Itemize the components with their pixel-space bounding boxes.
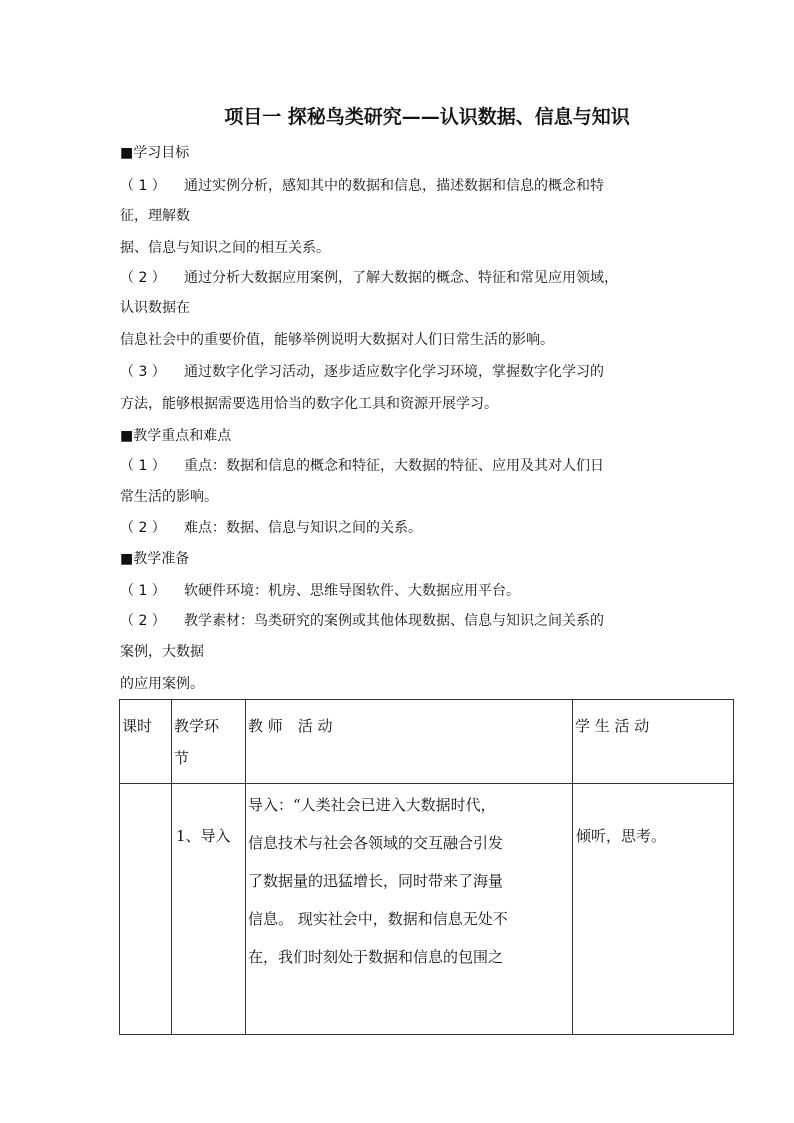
header-period: 课时 bbox=[120, 700, 172, 784]
teacher-activity-line: 在，我们时刻处于数据和信息的包围之 bbox=[248, 948, 504, 966]
document-title: 项目一 探秘鸟类研究——认识数据、信息与知识 bbox=[224, 106, 630, 128]
header-teacher-activity: 教 师 活 动 bbox=[246, 700, 573, 784]
objective-3-line-1: （ 3 ） 通过数字化学习活动，逐步适应数字化学习环境，掌握数字化学习的 bbox=[120, 364, 604, 380]
lesson-plan-table bbox=[119, 699, 734, 1035]
objective-2-number: （ 2 ） bbox=[120, 270, 166, 286]
preparation-2-number: （ 2 ） bbox=[120, 613, 166, 629]
key-point-2-number: （ 2 ） bbox=[120, 520, 166, 536]
preparation-2-line-1: （ 2 ） 教学素材：鸟类研究的案例或其他体现数据、信息与知识之间关系的 bbox=[120, 613, 604, 629]
table-header-row bbox=[120, 700, 734, 784]
teacher-activity-line: 信息技术与社会各领域的交互融合引发 bbox=[248, 834, 504, 852]
objective-1-number: （ 1 ） bbox=[120, 178, 166, 194]
key-point-1-line-2: 常生活的影响。 bbox=[120, 489, 218, 505]
table-row bbox=[120, 784, 734, 1035]
cell-teaching-stage: 1、导入 bbox=[172, 784, 246, 1035]
cell-teacher-activity bbox=[246, 784, 573, 1035]
key-point-1-number: （ 1 ） bbox=[120, 458, 166, 474]
header-teaching-stage: 教学环 节 bbox=[172, 700, 246, 784]
objective-1-line-2: 征，理解数 bbox=[120, 208, 190, 224]
teacher-activity-line: 了数据量的迅猛增长，同时带来了海量 bbox=[248, 872, 504, 890]
key-point-1-line-1: （ 1 ） 重点：数据和信息的概念和特征，大数据的特征、应用及其对人们日 bbox=[120, 458, 604, 474]
preparation-2-line-2: 案例，大数据 bbox=[120, 644, 204, 660]
teacher-activity-line: 导入：“人类社会已进入大数据时代， bbox=[248, 796, 496, 814]
cell-period bbox=[120, 784, 172, 1035]
objective-2-line-1: （ 2 ） 通过分析大数据应用案例，了解大数据的概念、特征和常见应用领域， bbox=[120, 270, 618, 286]
preparation-1-line-1: （ 1 ） 软硬件环境：机房、思维导图软件、大数据应用平台。 bbox=[120, 583, 520, 599]
section-heading-preparation: ■教学准备 bbox=[120, 551, 190, 567]
header-student-activity: 学 生 活 动 bbox=[573, 700, 734, 784]
section-heading-key-points: ■教学重点和难点 bbox=[120, 428, 232, 444]
preparation-2-line-3: 的应用案例。 bbox=[120, 676, 204, 692]
objective-2-line-2: 认识数据在 bbox=[120, 300, 190, 316]
objective-1-line-3: 据、信息与知识之间的相互关系。 bbox=[120, 240, 330, 256]
objective-3-line-2: 方法，能够根据需要选用恰当的数字化工具和资源开展学习。 bbox=[120, 396, 498, 412]
section-heading-objectives: ■学习目标 bbox=[120, 145, 190, 161]
objective-2-line-3: 信息社会中的重要价值，能够举例说明大数据对人们日常生活的影响。 bbox=[120, 332, 554, 348]
key-point-2-line-1: （ 2 ） 难点：数据、信息与知识之间的关系。 bbox=[120, 520, 422, 536]
cell-student-activity: 倾听，思考。 bbox=[573, 784, 734, 1035]
objective-3-number: （ 3 ） bbox=[120, 364, 166, 380]
objective-1-line-1: （ 1 ） 通过实例分析，感知其中的数据和信息，描述数据和信息的概念和特 bbox=[120, 178, 604, 194]
preparation-1-number: （ 1 ） bbox=[120, 583, 166, 599]
teacher-activity-line: 信息。 现实社会中，数据和信息无处不 bbox=[248, 910, 508, 928]
